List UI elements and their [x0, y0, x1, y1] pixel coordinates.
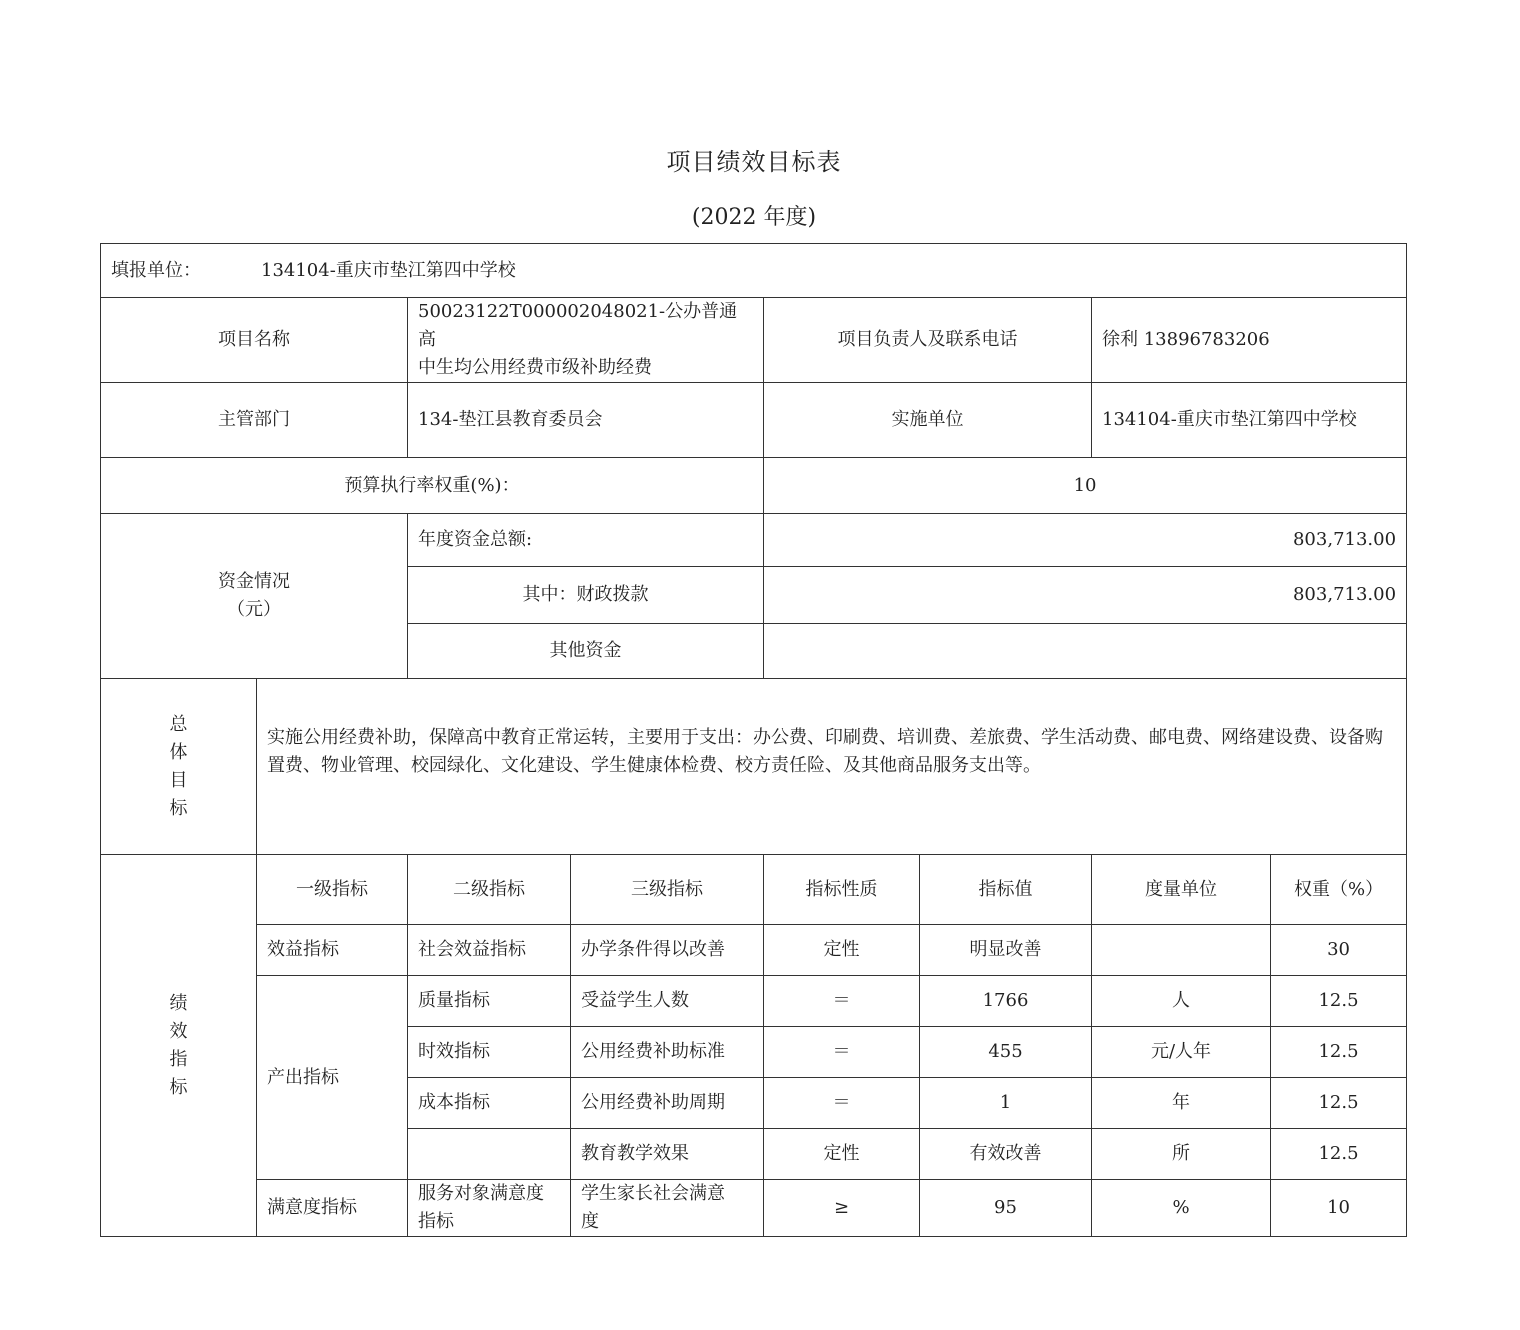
funds-total-row	[101, 514, 1407, 567]
project-name-row	[101, 298, 1407, 383]
level2-line-1: 服务对象满意度	[418, 1183, 544, 1204]
level3-cell	[571, 1180, 764, 1237]
nature-cell: ＝	[764, 1078, 920, 1129]
unit-cell: 所	[1092, 1129, 1271, 1180]
level1-cell: 产出指标	[257, 976, 408, 1180]
level2-cell	[408, 1129, 571, 1180]
performance-target-table	[100, 243, 1407, 1237]
weight-cell: 12.5	[1271, 1078, 1407, 1129]
overall-goal-label-char: 总	[169, 713, 188, 735]
nature-cell: ＝	[764, 976, 920, 1027]
overall-goal-text: 实施公用经费补助，保障高中教育正常运转，主要用于支出：办公费、印刷费、培训费、差旅费、学生活动费、邮电费、网络建设费、设备购置费、物业管理、校园绿化、文化建设、学生健康体检费、校方责任险、及其他商品服务支出等。	[257, 679, 1407, 855]
page-subtitle: (2022 年度)	[691, 205, 817, 230]
nature-cell: ＝	[764, 1027, 920, 1078]
indicator-header-row	[101, 855, 1407, 925]
overall-goal-label-char: 目	[169, 769, 188, 791]
value-cell: 明显改善	[920, 925, 1092, 976]
overall-goal-label-char: 体	[169, 741, 188, 763]
header-nature: 指标性质	[764, 855, 920, 925]
level2-cell: 时效指标	[408, 1027, 571, 1078]
header-level2: 二级指标	[408, 855, 571, 925]
weight-cell: 10	[1271, 1180, 1407, 1237]
contact-label: 项目负责人及联系电话	[764, 298, 1092, 383]
budget-rate-label: 预算执行率权重(%)：	[101, 458, 764, 514]
department-row	[101, 383, 1407, 458]
weight-cell: 12.5	[1271, 976, 1407, 1027]
indicators-label-char: 指	[169, 1048, 188, 1070]
unit-cell: %	[1092, 1180, 1271, 1237]
level3-line-1: 学生家长社会满意	[581, 1183, 725, 1204]
header-level3: 三级指标	[571, 855, 764, 925]
nature-cell: ≥	[764, 1180, 920, 1237]
indicators-label-char: 标	[169, 1076, 188, 1098]
header-weight: 权重（%）	[1271, 855, 1407, 925]
unit-cell	[1092, 925, 1271, 976]
level3-cell: 受益学生人数	[571, 976, 764, 1027]
department-label: 主管部门	[101, 383, 408, 458]
unit-cell: 人	[1092, 976, 1271, 1027]
budget-rate-row	[101, 458, 1407, 514]
funds-fiscal-label: 其中：财政拨款	[408, 567, 764, 624]
funds-label-line-1: 资金情况	[218, 571, 290, 592]
level2-cell: 社会效益指标	[408, 925, 571, 976]
unit-cell: 年	[1092, 1078, 1271, 1129]
overall-goal-row	[101, 679, 1407, 855]
level1-cell: 满意度指标	[257, 1180, 408, 1237]
weight-cell: 12.5	[1271, 1027, 1407, 1078]
overall-goal-label	[101, 679, 257, 855]
indicators-label-char: 绩	[169, 992, 188, 1014]
funds-other-value	[764, 624, 1407, 679]
value-cell: 455	[920, 1027, 1092, 1078]
reporting-unit-cell	[101, 244, 1407, 298]
project-name-label: 项目名称	[101, 298, 408, 383]
weight-cell: 30	[1271, 925, 1407, 976]
indicators-label	[101, 855, 257, 1237]
project-name-value	[408, 298, 764, 383]
reporting-unit-value: 134104-重庆市垫江第四中学校	[261, 259, 516, 281]
value-cell: 1	[920, 1078, 1092, 1129]
level3-cell: 公用经费补助周期	[571, 1078, 764, 1129]
reporting-unit-label: 填报单位：	[111, 259, 201, 281]
reporting-unit-row	[101, 244, 1407, 298]
funds-fiscal-value: 803,713.00	[764, 567, 1407, 624]
unit-cell: 元/人年	[1092, 1027, 1271, 1078]
project-name-line-1: 50023122T000002048021-公办普通高	[418, 301, 738, 350]
value-cell: 有效改善	[920, 1129, 1092, 1180]
funds-total-label: 年度资金总额:	[408, 514, 764, 567]
level3-line-2: 度	[581, 1211, 599, 1232]
level2-cell	[408, 1180, 571, 1237]
budget-rate-value: 10	[764, 458, 1407, 514]
value-cell: 1766	[920, 976, 1092, 1027]
level2-cell: 质量指标	[408, 976, 571, 1027]
overall-goal-label-char: 标	[169, 797, 188, 819]
funds-label	[101, 514, 408, 679]
table-row	[101, 976, 1407, 1027]
level2-line-2: 指标	[418, 1211, 454, 1232]
project-name-line-2: 中生均公用经费市级补助经费	[418, 357, 652, 378]
table-row	[101, 925, 1407, 976]
department-value: 134-垫江县教育委员会	[408, 383, 764, 458]
level3-cell: 公用经费补助标准	[571, 1027, 764, 1078]
implementing-unit-value: 134104-重庆市垫江第四中学校	[1092, 383, 1407, 458]
funds-total-value: 803,713.00	[764, 514, 1407, 567]
level3-cell: 教育教学效果	[571, 1129, 764, 1180]
nature-cell: 定性	[764, 925, 920, 976]
header-level1: 一级指标	[257, 855, 408, 925]
header-unit: 度量单位	[1092, 855, 1271, 925]
weight-cell: 12.5	[1271, 1129, 1407, 1180]
contact-value: 徐利 13896783206	[1092, 298, 1407, 383]
implementing-unit-label: 实施单位	[764, 383, 1092, 458]
funds-label-line-2: （元）	[227, 599, 281, 620]
level3-cell: 办学条件得以改善	[571, 925, 764, 976]
header-value: 指标值	[920, 855, 1092, 925]
table-row	[101, 1180, 1407, 1237]
nature-cell: 定性	[764, 1129, 920, 1180]
level2-cell: 成本指标	[408, 1078, 571, 1129]
page-title: 项目绩效目标表	[666, 148, 842, 176]
value-cell: 95	[920, 1180, 1092, 1237]
indicators-label-char: 效	[169, 1020, 188, 1042]
level1-cell: 效益指标	[257, 925, 408, 976]
funds-other-label: 其他资金	[408, 624, 764, 679]
